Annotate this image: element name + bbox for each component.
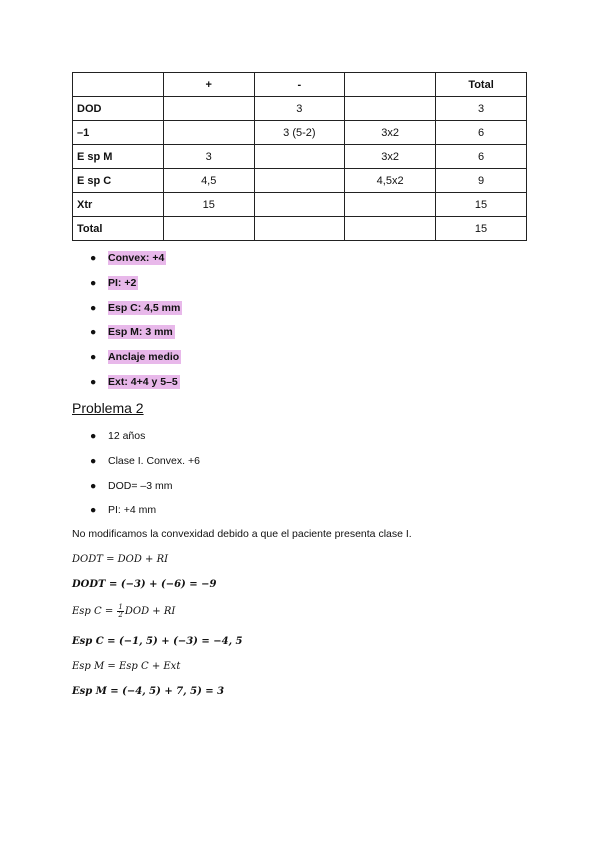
list-item: [90, 324, 182, 349]
bullet-icon: ●: [90, 430, 97, 442]
list-item-text: Clase I. Convex. +6: [108, 454, 200, 467]
table-cell: 6: [436, 121, 527, 145]
table-row: [73, 193, 527, 217]
table-cell: 3 (5-2): [254, 121, 345, 145]
bullet-icon: ●: [90, 479, 97, 492]
table-cell: 9: [436, 169, 527, 193]
table-header-cell: [345, 73, 436, 97]
bullet-icon: ●: [90, 301, 97, 314]
list-item-text: DOD= –3 mm: [108, 479, 173, 492]
list-item-text: Anclaje medio: [108, 351, 180, 364]
table-cell: [163, 217, 254, 241]
table-cell: Xtr: [73, 193, 164, 217]
list-item-text: Ext: 4+4 y 5–5: [108, 375, 178, 388]
fraction-numerator: 1: [118, 603, 123, 611]
table-header-cell: Total: [436, 73, 527, 97]
list-item: [90, 374, 182, 399]
equation-espm-formula: Esp M = Esp C + Ext: [72, 661, 181, 672]
equation-part: Esp C =: [72, 606, 117, 617]
problem-title: Problema 2: [72, 400, 144, 416]
table-cell: 4,5x2: [345, 169, 436, 193]
table-cell: 3x2: [345, 145, 436, 169]
table-cell: –1: [73, 121, 164, 145]
list-item-text: Esp C: 4,5 mm: [108, 301, 181, 314]
bullet-icon: ●: [90, 375, 97, 388]
list-item: [90, 250, 182, 275]
table-cell: 4,5: [163, 169, 254, 193]
table-cell: [254, 217, 345, 241]
bullet-icon: ●: [90, 326, 97, 339]
list-item: [90, 453, 200, 478]
list-item: [90, 502, 200, 527]
table-row: [73, 145, 527, 169]
table-cell: [254, 193, 345, 217]
table-cell: DOD: [73, 97, 164, 121]
table-cell: 3: [163, 145, 254, 169]
problem-list: [90, 428, 200, 527]
list-item-text: PI: +4 mm: [108, 504, 157, 517]
equation-espc-formula: [72, 604, 175, 619]
table-cell: [254, 145, 345, 169]
fraction-denominator: 2: [118, 611, 123, 619]
list-item-text: PI: +2: [108, 276, 137, 289]
table-header-row: [73, 73, 527, 97]
bullet-icon: ●: [90, 454, 97, 467]
fraction: [117, 604, 123, 619]
table-cell: Total: [73, 217, 164, 241]
table-cell: E sp M: [73, 145, 164, 169]
table-row: [73, 121, 527, 145]
bullet-icon: ●: [90, 276, 97, 289]
list-item: [90, 349, 182, 374]
list-item-text: Convex: +4: [108, 252, 165, 264]
table-row: [73, 217, 527, 241]
list-item: [90, 428, 200, 453]
table-cell: [163, 97, 254, 121]
summary-table: [72, 72, 527, 241]
table-cell: 3: [254, 97, 345, 121]
problem-paragraph: No modificamos la convexidad debido a que el paciente presenta clase I.: [72, 528, 412, 540]
table-row: [73, 169, 527, 193]
table-cell: [345, 217, 436, 241]
table-cell: E sp C: [73, 169, 164, 193]
list-item: [90, 275, 182, 300]
table-cell: 3x2: [345, 121, 436, 145]
equation-espm-result: Esp M = (−4, 5) + 7, 5) = 3: [72, 686, 225, 697]
equation-part: DOD + RI: [124, 606, 176, 617]
table-cell: 3: [436, 97, 527, 121]
list-item: [90, 478, 200, 503]
table-row: [73, 97, 527, 121]
table-cell: 15: [163, 193, 254, 217]
bullet-icon: ●: [90, 252, 97, 264]
equation-dodt-formula: DODT = DOD + RI: [72, 554, 169, 565]
table-header-cell: -: [254, 73, 345, 97]
table-cell: [345, 193, 436, 217]
highlighted-summary-list: [90, 250, 182, 399]
table-header-cell: [73, 73, 164, 97]
equation-dodt-result: DODT = (−3) + (−6) = −9: [72, 579, 217, 590]
bullet-icon: ●: [90, 351, 97, 364]
table-cell: [345, 97, 436, 121]
bullet-icon: ●: [90, 504, 97, 517]
equation-espc-result: Esp C = (−1, 5) + (−3) = −4, 5: [72, 636, 243, 647]
table-cell: 15: [436, 193, 527, 217]
table-header-cell: +: [163, 73, 254, 97]
list-item-text: 12 años: [108, 430, 146, 442]
table-cell: [163, 121, 254, 145]
list-item: [90, 300, 182, 325]
table-cell: 6: [436, 145, 527, 169]
list-item-text: Esp M: 3 mm: [108, 326, 173, 339]
table-cell: [254, 169, 345, 193]
table-cell: 15: [436, 217, 527, 241]
